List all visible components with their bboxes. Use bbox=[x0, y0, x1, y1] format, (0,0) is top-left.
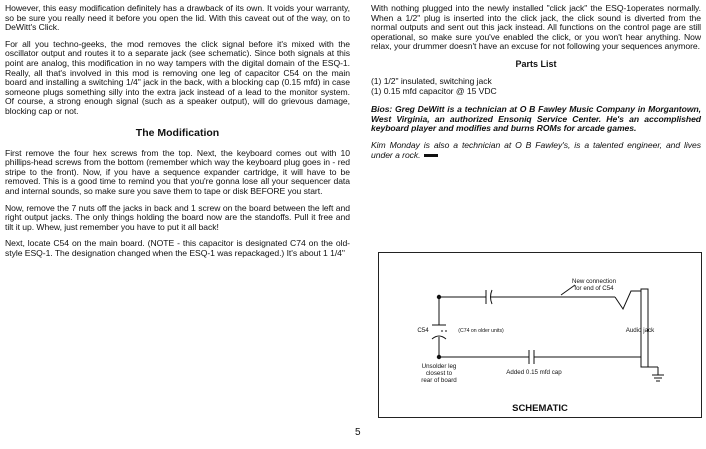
label-unsolder-leg: Unsolder leg bbox=[421, 363, 457, 370]
schematic-drawing bbox=[379, 253, 701, 417]
label-c74-note: (C74 on older units) bbox=[458, 328, 504, 334]
paragraph-remove-screws: First remove the four hex screws from the top. Next, the keyboard comes out with 10 phillips-head screws from the bottom (remember which way the keyboard plug goes in - red stripe to the front). Now, if you have a sequence expander cartridge, it will have to be removed. This is a good time to remind you that you're gonna lose all your sequencer data and internal sounds, so make sure you save them to tape or disk BEFORE you start. bbox=[5, 147, 350, 196]
paragraph-drawback: However, this easy modification definitely has a drawback of its own. It voids your warranty, so be sure you really need it before you open the lid. With this caveat out of the way, on to DeWitt's Click. bbox=[5, 3, 350, 33]
label-added-cap: Added 0.15 mfd cap bbox=[506, 369, 562, 376]
heading-the-modification: The Modification bbox=[135, 126, 220, 139]
heading-parts-list: Parts List bbox=[515, 58, 557, 69]
parts-list-item: (1) 0.15 mfd capacitor @ 15 VDC bbox=[371, 85, 497, 96]
bio-greg-dewitt: Bios: Greg DeWitt is a technician at O B Fawley Music Company in Morgantown, West Virginia, an authorized Ensoniq Service Center. He's an accomplished keyboard player and modifies and burns ROMs for arcade games. bbox=[371, 104, 701, 134]
page-number: 5 bbox=[355, 427, 361, 438]
end-of-article-mark bbox=[424, 154, 438, 157]
label-audio-jack: Audio jack bbox=[625, 327, 655, 334]
left-column bbox=[5, 4, 350, 265]
bio-kim-monday bbox=[371, 141, 701, 160]
bio-kim-monday-text: Kim Monday is also a technician at O B Fawley's, is a talented engineer, and lives under a rock. bbox=[371, 139, 701, 160]
parts-list bbox=[371, 77, 701, 96]
schematic-diagram bbox=[378, 252, 702, 418]
label-closest-to: closest to bbox=[425, 370, 453, 377]
right-column bbox=[371, 3, 701, 414]
label-for-end-of-c54: for end of C54 bbox=[574, 285, 614, 292]
parts-list-item: (1) 1/2" insulated, switching jack bbox=[371, 75, 492, 86]
label-rear-of-board: rear of board bbox=[421, 377, 457, 384]
label-c54: C54 bbox=[417, 327, 429, 334]
paragraph-remove-nuts: Now, remove the 7 nuts off the jacks in back and 1 screw on the board between the left and right output jacks. The only things holding the board now are the standoffs. Pull it free and tilt it up. Whew, just remember you have to put it all back! bbox=[5, 202, 350, 232]
paragraph-techno-geeks: For all you techno-geeks, the mod removes the click signal before it's mixed with the oscillator output and routes it to a separate jack (see schematic). Since both signals at this point are analog, this modification in no way tampers with the digital domain of the ESQ-1. Really, all that's involved in this mod is removing one leg of capacitor C54 on the main board and installing a switching 1/4" jack in the back, with a blocking cap (0.15 mfd) in case someone plugs something silly into the extra jack instead of a lead to the monitor system. Of course, a strong enough signal (such as a speaker output), will do grievous damage, blocking cap or not. bbox=[5, 38, 350, 116]
paragraph-click-jack: With nothing plugged into the newly installed "click jack" the ESQ-1operates normally. When a 1/2" plug is inserted into the click jack, the click sound is diverted from the normal outputs and sent out this jack instead. All functions on the control page are still operational, so make sure you've enabled the click, or you won't hear anything. Now relax, your drummer doesn't have an excuse for not following your sequences anymore. bbox=[371, 3, 701, 52]
paragraph-locate-c54: Next, locate C54 on the main board. (NOTE - this capacitor is designated C74 on the old-style ESQ-1. The designation changed when the ESQ-1 was repackaged.) It's about 1 1/4" bbox=[5, 238, 350, 258]
schematic-title: SCHEMATIC bbox=[512, 403, 568, 414]
label-new-connection: New connection bbox=[571, 278, 617, 285]
